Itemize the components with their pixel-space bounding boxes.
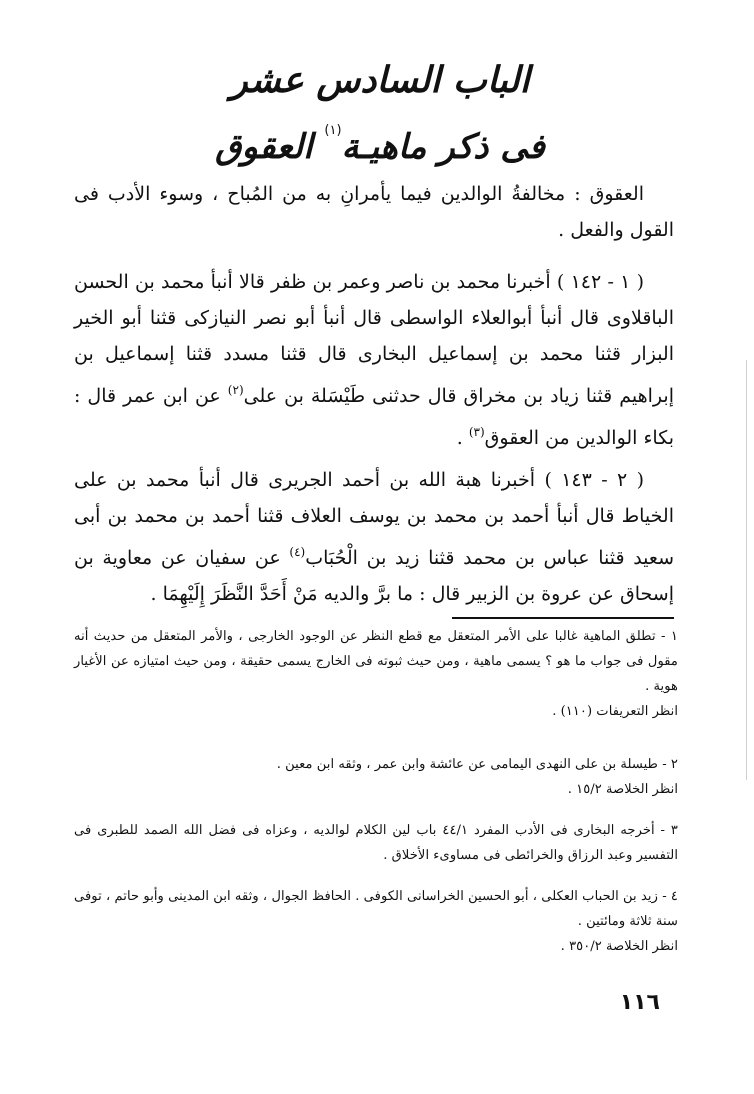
footnote-3-text: ٣ - أخرجه البخارى فى الأدب المفرد ٤٤/١ باب لين الكلام لوالديه ، وعزاه فى فضل الله الصمد للطبرى فى التفسير وعبد الرزاق والخرائطى فى مساوىء الأخلاق . <box>74 823 679 863</box>
scan-edge-line <box>746 360 747 780</box>
footnote-ref-3[interactable]: (٣) <box>468 425 485 439</box>
hadith-142-number: ( ١ - ١٤٢ ) <box>556 271 645 293</box>
chapter-subtitle <box>180 108 580 170</box>
footnote-4-text: ٤ - زيد بن الحباب العكلى ، أبو الحسين الخراسانى الكوفى . الحافظ الجوال ، وثقه ابن المدينى وأبو حاتم ، توفى سنة ثلاثة ومائتين . <box>74 889 678 929</box>
footnote-4-source: انظر الخلاصة ٣٥٠/٢ . <box>560 939 678 954</box>
hadith-143-paragraph <box>74 462 674 612</box>
footnote-1-source: انظر التعريفات (١١٠) . <box>552 704 678 719</box>
footnote-2 <box>74 752 678 802</box>
footnote-divider <box>452 617 674 619</box>
footnote-ref-4[interactable]: (٤) <box>289 545 306 559</box>
hadith-142-paragraph <box>74 264 674 456</box>
footnote-4 <box>74 884 678 959</box>
footnote-2-source: انظر الخلاصة ١٥/٢ . <box>567 782 678 797</box>
intro-paragraph <box>74 176 674 248</box>
footnote-3 <box>74 818 678 868</box>
hadith-142-text-b: عن ابن عمر قال : بكاء الوالدين من العقوق <box>74 385 674 449</box>
hadith-143-text-a: أخبرنا هبة الله بن أحمد الجريرى قال أنبأ محمد بن على الخياط قال أنبأ أحمد بن محمد بن يوسف العلاف قثنا أحمد بن محمد بن أبى سعيد قثنا عباس بن محمد قثنا زيد بن الْحُبَاب <box>74 469 674 569</box>
hadith-143-number: ( ٢ - ١٤٣ ) <box>544 469 644 491</box>
hadith-142-text-a: أخبرنا محمد بن ناصر وعمر بن ظفر قالا أنبأ محمد بن الحسن الباقلاوى قال أنبأ أبوالعلاء الواسطى قال أنبأ أبو نصر النيازكى قثنا أبو الخير البزار قثنا محمد بن إسماعيل البخارى قال قثنا مسدد قثنا إسماعيل بن إبراهيم قثنا زياد بن مخراق قال حدثنى طَيْسَلة بن على <box>74 271 674 407</box>
chapter-subtitle-text-end: العقوق <box>215 127 313 167</box>
footnote-2-text: ٢ - طيسلة بن على النهدى اليمامى عن عائشة وابن عمر ، وثقه ابن معين . <box>276 757 678 772</box>
footnote-ref-1[interactable]: (١) <box>324 123 342 138</box>
chapter-title <box>180 58 580 104</box>
intro-text: العقوق : مخالفةُ الوالدين فيما يأمرانِ به من المُباح ، وسوء الأدب فى القول والفعل . <box>74 183 674 241</box>
chapter-subtitle-text-start: فى ذكر ماهيـة <box>341 127 545 167</box>
footnote-1-text: ١ - تطلق الماهية غالبا على الأمر المتعقل مع قطع النظر عن الوجود الخارجى ، والأمر المتعقل من حديث أنه مقول فى جواب ما هو ؟ يسمى ماهية ، ومن حيث ثبوته فى الخارج يسمى حقيقة ، ومن حيث امتيازه عن الأغيار هوية . <box>74 629 678 694</box>
chapter-title-text: الباب السادس عشر <box>230 60 530 101</box>
hadith-143-text-b: عن سفيان عن معاوية بن إسحاق عن عروة بن الزبير قال : ما برَّ والديه مَنْ أَحَدَّ النَّظَرَ إِلَيْهِمَا . <box>74 547 674 605</box>
footnote-ref-2[interactable]: (٢) <box>227 383 244 397</box>
footnote-1 <box>74 624 678 724</box>
page-number: ١١٦ <box>619 990 660 1015</box>
hadith-142-text-c: . <box>456 427 463 449</box>
